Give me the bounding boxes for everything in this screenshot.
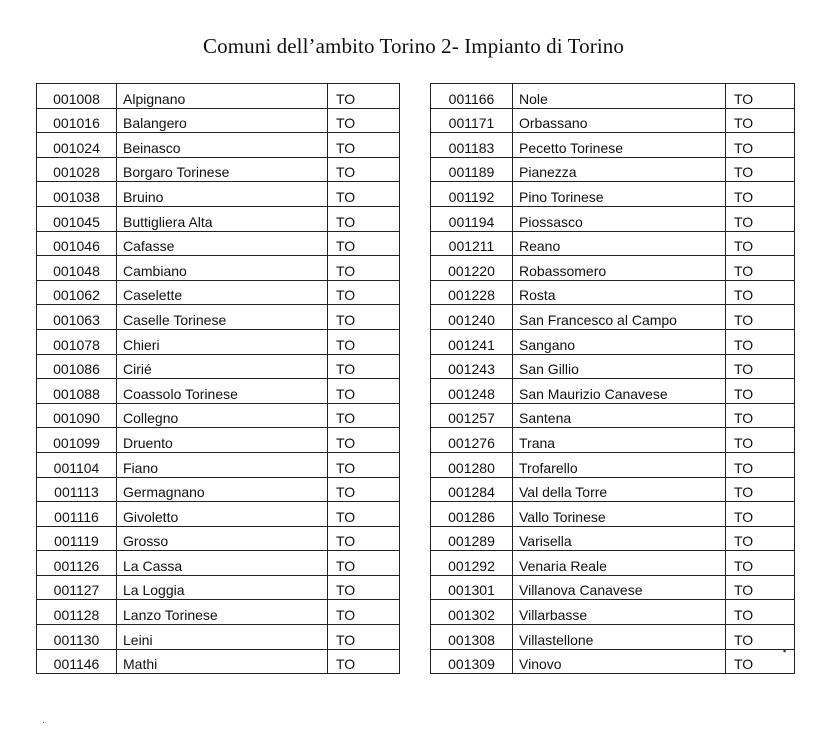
cell-province: TO [726,329,795,354]
cell-code: 001146 [37,649,117,674]
cell-comune-name: Venaria Reale [513,551,726,576]
table-body [37,84,400,674]
table-row [37,305,400,330]
cell-code: 001183 [431,133,513,158]
cell-code: 001189 [431,157,513,182]
cell-code: 001128 [37,600,117,625]
cell-comune-name: Santena [513,403,726,428]
cell-comune-name: Grosso [117,526,328,551]
cell-comune-name: Cirié [117,354,328,379]
table-row [431,477,795,502]
cell-comune-name: Mathi [117,649,328,674]
cell-province: TO [328,133,400,158]
cell-province: TO [328,231,400,256]
cell-province: TO [328,354,400,379]
cell-province: TO [328,575,400,600]
table-row [37,649,400,674]
cell-province: TO [726,157,795,182]
cell-code: 001127 [37,575,117,600]
comuni-table-right [430,83,795,674]
table-row [37,526,400,551]
cell-comune-name: Fiano [117,452,328,477]
cell-comune-name: Cambiano [117,256,328,281]
cell-province: TO [726,231,795,256]
cell-code: 001301 [431,575,513,600]
cell-comune-name: Chieri [117,329,328,354]
table-row [431,379,795,404]
table-row [37,477,400,502]
cell-province: TO [328,329,400,354]
cell-comune-name: Nole [513,84,726,109]
cell-code: 001309 [431,649,513,674]
cell-comune-name: Lanzo Torinese [117,600,328,625]
cell-code: 001063 [37,305,117,330]
cell-code: 001104 [37,452,117,477]
cell-comune-name: Orbassano [513,108,726,133]
cell-province: TO [726,182,795,207]
cell-province: TO [328,403,400,428]
cell-code: 001130 [37,625,117,650]
cell-province: TO [328,526,400,551]
cell-code: 001045 [37,206,117,231]
table-row [431,280,795,305]
cell-province: TO [328,477,400,502]
cell-province: TO [328,182,400,207]
cell-code: 001211 [431,231,513,256]
cell-comune-name: San Maurizio Canavese [513,379,726,404]
cell-comune-name: Druento [117,428,328,453]
cell-comune-name: Borgaro Torinese [117,157,328,182]
cell-province: TO [726,84,795,109]
cell-code: 001090 [37,403,117,428]
table-row [431,354,795,379]
cell-comune-name: San Gillio [513,354,726,379]
cell-code: 001308 [431,625,513,650]
table-row [37,206,400,231]
table-row [37,182,400,207]
cell-code: 001046 [37,231,117,256]
cell-province: TO [726,428,795,453]
table-row [431,502,795,527]
cell-province: TO [328,280,400,305]
table-row [431,575,795,600]
table-row [431,206,795,231]
page-title: Comuni dell’ambito Torino 2- Impianto di Torino [203,34,624,58]
cell-comune-name: Pecetto Torinese [513,133,726,158]
cell-code: 001119 [37,526,117,551]
cell-comune-name: Trana [513,428,726,453]
table-row [37,625,400,650]
table-row [37,280,400,305]
table-row [431,403,795,428]
cell-province: TO [726,133,795,158]
cell-code: 001166 [431,84,513,109]
cell-province: TO [328,625,400,650]
cell-province: TO [328,452,400,477]
cell-comune-name: Caselle Torinese [117,305,328,330]
table-row [37,84,400,109]
cell-code: 001243 [431,354,513,379]
cell-code: 001280 [431,452,513,477]
cell-code: 001016 [37,108,117,133]
table-row [431,182,795,207]
cell-province: TO [726,403,795,428]
cell-comune-name: Vinovo [513,649,726,674]
cell-code: 001113 [37,477,117,502]
table-row [431,84,795,109]
cell-comune-name: Coassolo Torinese [117,379,328,404]
table-row [37,256,400,281]
table-row [431,256,795,281]
cell-comune-name: Val della Torre [513,477,726,502]
table-body [431,84,795,674]
table-row [37,452,400,477]
cell-province: TO [726,649,795,674]
table-row [37,502,400,527]
cell-comune-name: Villanova Canavese [513,575,726,600]
cell-province: TO [328,157,400,182]
cell-code: 001241 [431,329,513,354]
cell-province: TO [328,502,400,527]
cell-province: TO [726,477,795,502]
cell-comune-name: La Cassa [117,551,328,576]
cell-comune-name: Buttigliera Alta [117,206,328,231]
cell-comune-name: San Francesco al Campo [513,305,726,330]
cell-code: 001126 [37,551,117,576]
table-row [37,231,400,256]
cell-province: TO [726,354,795,379]
cell-comune-name: Villastellone [513,625,726,650]
cell-province: TO [328,600,400,625]
cell-province: TO [726,280,795,305]
cell-province: TO [726,379,795,404]
cell-comune-name: Bruino [117,182,328,207]
cell-comune-name: Balangero [117,108,328,133]
table-row [431,305,795,330]
table-row [431,231,795,256]
cell-comune-name: Rosta [513,280,726,305]
cell-province: TO [328,428,400,453]
table-row [431,133,795,158]
table-row [431,108,795,133]
cell-province: TO [726,108,795,133]
comuni-table-left [36,83,400,674]
table-row [431,625,795,650]
cell-province: TO [726,600,795,625]
cell-province: TO [726,206,795,231]
cell-province: TO [726,625,795,650]
cell-province: TO [726,575,795,600]
cell-code: 001088 [37,379,117,404]
cell-province: TO [328,206,400,231]
cell-code: 001099 [37,428,117,453]
cell-code: 001192 [431,182,513,207]
cell-code: 001289 [431,526,513,551]
cell-code: 001220 [431,256,513,281]
cell-comune-name: Collegno [117,403,328,428]
cell-code: 001194 [431,206,513,231]
cell-province: TO [328,551,400,576]
cell-comune-name: Cafasse [117,231,328,256]
table-row [37,354,400,379]
table-row [37,133,400,158]
cell-comune-name: Varisella [513,526,726,551]
table-row [37,379,400,404]
table-row [37,428,400,453]
cell-province: TO [328,305,400,330]
cell-code: 001284 [431,477,513,502]
table-row [431,551,795,576]
cell-code: 001228 [431,280,513,305]
cell-comune-name: Piossasco [513,206,726,231]
table-row [37,403,400,428]
speck-mark: ▪ [783,646,787,656]
cell-code: 001038 [37,182,117,207]
table-row [37,575,400,600]
cell-code: 001240 [431,305,513,330]
cell-province: TO [328,379,400,404]
table-row [431,329,795,354]
cell-code: 001024 [37,133,117,158]
cell-comune-name: Givoletto [117,502,328,527]
cell-province: TO [328,108,400,133]
table-row [37,108,400,133]
cell-comune-name: Pianezza [513,157,726,182]
cell-comune-name: Alpignano [117,84,328,109]
table-row [431,600,795,625]
speck-mark: · [42,717,45,727]
cell-code: 001116 [37,502,117,527]
table-row [37,551,400,576]
cell-province: TO [726,452,795,477]
cell-code: 001048 [37,256,117,281]
cell-comune-name: Germagnano [117,477,328,502]
table-row [37,157,400,182]
cell-comune-name: Leini [117,625,328,650]
cell-comune-name: Beinasco [117,133,328,158]
cell-comune-name: Caselette [117,280,328,305]
cell-code: 001028 [37,157,117,182]
cell-province: TO [328,84,400,109]
cell-code: 001078 [37,329,117,354]
cell-code: 001286 [431,502,513,527]
cell-province: TO [328,649,400,674]
cell-province: TO [726,551,795,576]
cell-comune-name: Villarbasse [513,600,726,625]
cell-code: 001086 [37,354,117,379]
table-row [37,329,400,354]
table-row [431,157,795,182]
cell-province: TO [726,502,795,527]
cell-comune-name: Robassomero [513,256,726,281]
cell-comune-name: La Loggia [117,575,328,600]
table-row [431,526,795,551]
cell-code: 001171 [431,108,513,133]
cell-comune-name: Pino Torinese [513,182,726,207]
cell-code: 001276 [431,428,513,453]
table-row [431,428,795,453]
cell-code: 001062 [37,280,117,305]
cell-comune-name: Sangano [513,329,726,354]
table-row [431,649,795,674]
cell-comune-name: Reano [513,231,726,256]
cell-code: 001302 [431,600,513,625]
cell-code: 001248 [431,379,513,404]
cell-province: TO [328,256,400,281]
table-row [37,600,400,625]
cell-code: 001257 [431,403,513,428]
table-row [431,452,795,477]
cell-code: 001008 [37,84,117,109]
cell-code: 001292 [431,551,513,576]
cell-comune-name: Trofarello [513,452,726,477]
cell-province: TO [726,305,795,330]
cell-province: TO [726,526,795,551]
cell-province: TO [726,256,795,281]
cell-comune-name: Vallo Torinese [513,502,726,527]
